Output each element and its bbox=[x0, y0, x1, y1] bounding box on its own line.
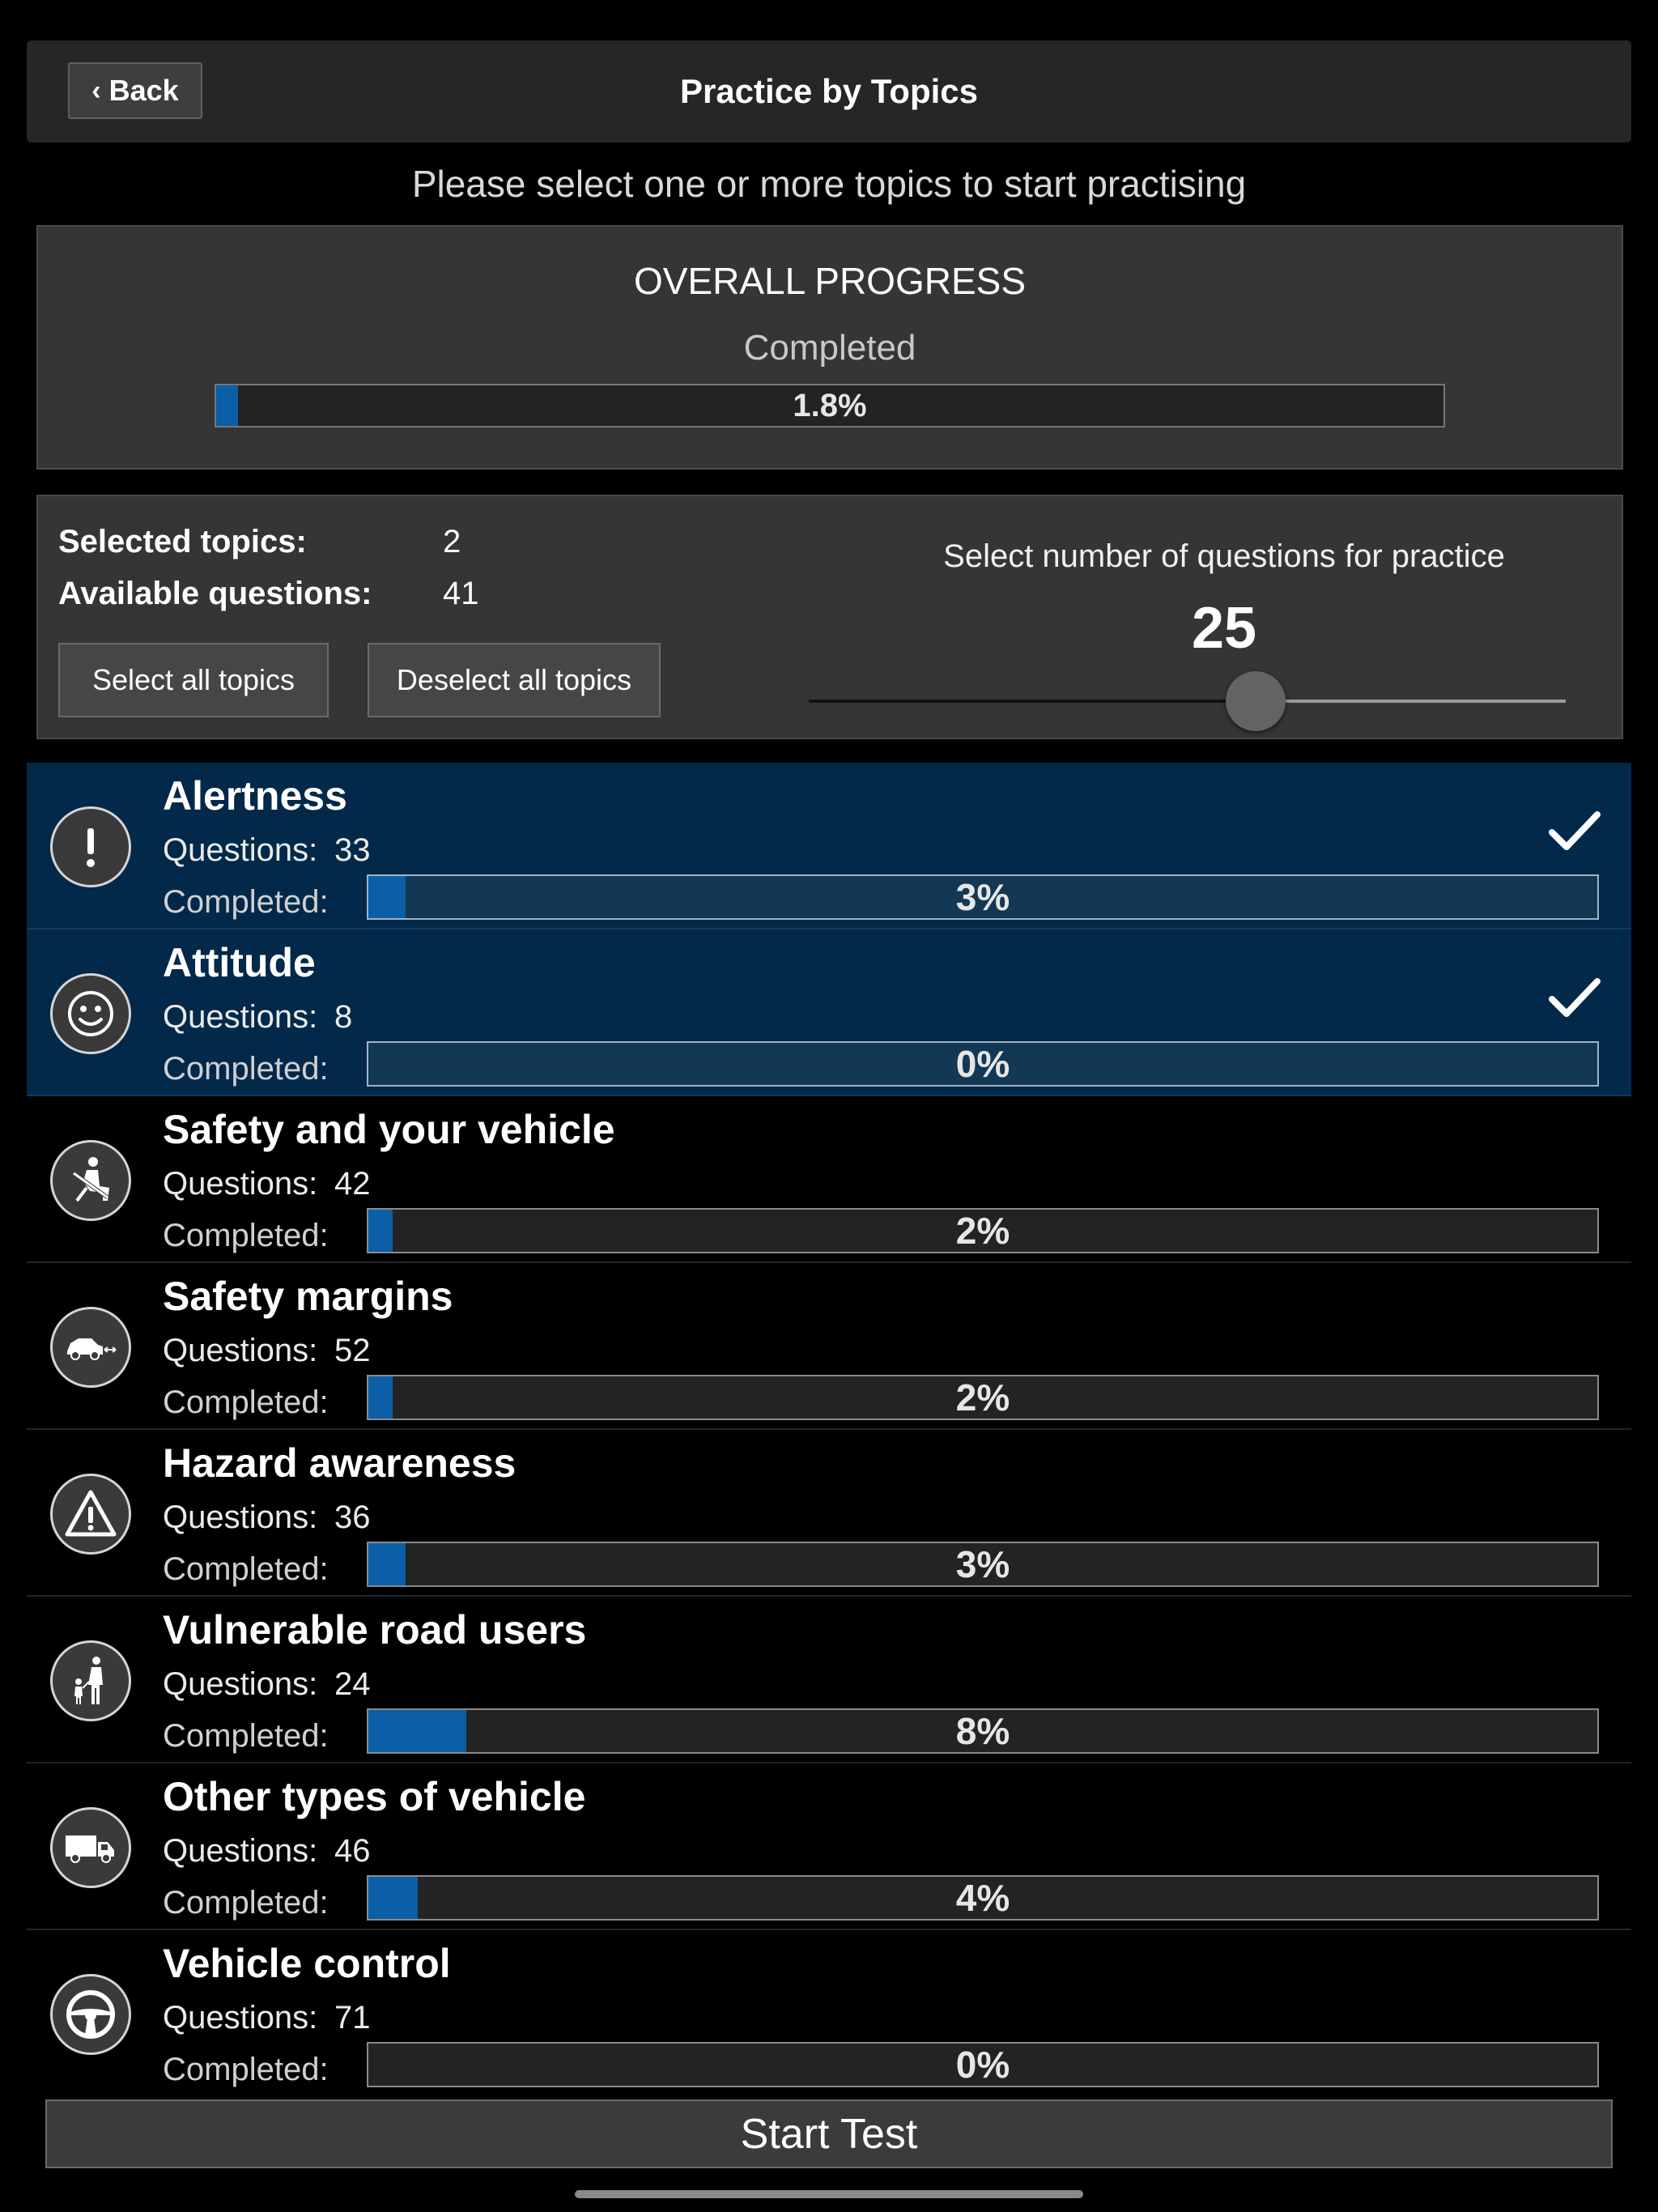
pedestrians-icon bbox=[50, 1640, 131, 1721]
checkmark-icon bbox=[1549, 810, 1601, 852]
topic-progress-bar bbox=[367, 1208, 1599, 1253]
topic-questions-label: Questions: bbox=[163, 1166, 318, 1202]
topic-progress-percent: 4% bbox=[955, 1877, 1010, 1919]
topic-name: Vehicle control bbox=[163, 1941, 451, 1986]
topic-row[interactable] bbox=[27, 1263, 1631, 1430]
start-test-button[interactable]: Start Test bbox=[45, 2099, 1613, 2168]
car-distance-icon bbox=[50, 1307, 131, 1388]
home-indicator bbox=[575, 2190, 1083, 2198]
topic-completed-label: Completed: bbox=[163, 1385, 329, 1420]
topic-row[interactable] bbox=[27, 1430, 1631, 1597]
topic-questions-label: Questions: bbox=[163, 1666, 318, 1702]
topic-questions-value: 52 bbox=[334, 1333, 371, 1368]
topic-name: Safety margins bbox=[163, 1274, 453, 1319]
topic-progress-bar bbox=[367, 1708, 1599, 1754]
topic-row[interactable] bbox=[27, 1930, 1631, 2087]
topic-questions-value: 46 bbox=[334, 1833, 371, 1869]
topic-progress-bar bbox=[367, 1375, 1599, 1420]
slider-thumb[interactable] bbox=[1226, 671, 1286, 731]
question-count-value: 25 bbox=[1191, 596, 1257, 661]
selection-controls-panel bbox=[36, 495, 1623, 739]
topic-progress-percent: 2% bbox=[955, 1376, 1010, 1419]
topic-progress-percent: 0% bbox=[955, 1043, 1010, 1085]
topic-progress-bar bbox=[367, 1542, 1599, 1587]
select-all-topics-button[interactable]: Select all topics bbox=[58, 643, 329, 717]
topic-name: Hazard awareness bbox=[163, 1440, 517, 1486]
topic-questions-label: Questions: bbox=[163, 832, 318, 868]
back-button-label: Back bbox=[108, 74, 179, 107]
exclamation-icon bbox=[50, 806, 131, 887]
warning-triangle-icon bbox=[50, 1474, 131, 1555]
topic-questions-value: 33 bbox=[334, 832, 371, 868]
back-button[interactable] bbox=[68, 62, 202, 119]
topic-progress-percent: 3% bbox=[955, 1543, 1010, 1585]
topic-name: Alertness bbox=[163, 773, 347, 819]
topic-questions-value: 24 bbox=[334, 1666, 371, 1702]
topic-completed-label: Completed: bbox=[163, 1218, 329, 1253]
overall-progress-panel bbox=[36, 225, 1623, 470]
topic-questions-label: Questions: bbox=[163, 2000, 318, 2035]
topic-completed-label: Completed: bbox=[163, 1718, 329, 1754]
topic-progress-percent: 8% bbox=[955, 1710, 1010, 1752]
selected-topics-label: Selected topics: bbox=[58, 524, 307, 559]
topic-questions-label: Questions: bbox=[163, 1499, 318, 1535]
overall-progress-bar bbox=[215, 384, 1445, 428]
steering-wheel-icon bbox=[50, 1974, 131, 2055]
topic-row[interactable] bbox=[27, 1096, 1631, 1263]
topic-completed-label: Completed: bbox=[163, 1051, 329, 1087]
topic-questions-value: 8 bbox=[334, 999, 353, 1035]
topic-name: Attitude bbox=[163, 940, 316, 985]
topic-progress-percent: 3% bbox=[955, 876, 1010, 918]
page-title: Practice by Topics bbox=[679, 72, 979, 110]
topic-row[interactable] bbox=[27, 929, 1631, 1096]
overall-progress-percent: 1.8% bbox=[793, 387, 867, 423]
question-count-slider[interactable] bbox=[809, 700, 1566, 703]
topic-questions-value: 42 bbox=[334, 1166, 371, 1202]
instruction-text: Please select one or more topics to start practising bbox=[411, 163, 1247, 205]
overall-progress-title: OVERALL PROGRESS bbox=[633, 260, 1026, 302]
topic-name: Other types of vehicle bbox=[163, 1774, 586, 1819]
slider-filled-track bbox=[809, 700, 1256, 703]
topic-progress-bar bbox=[367, 874, 1599, 920]
topic-questions-label: Questions: bbox=[163, 999, 318, 1035]
question-count-label: Select number of questions for practice bbox=[943, 538, 1505, 574]
topic-list[interactable] bbox=[27, 763, 1631, 2087]
nav-header bbox=[27, 40, 1631, 143]
truck-icon bbox=[50, 1807, 131, 1888]
available-questions-value: 41 bbox=[443, 576, 479, 611]
topic-progress-bar bbox=[367, 1875, 1599, 1921]
topic-name: Safety and your vehicle bbox=[163, 1107, 615, 1152]
topic-completed-label: Completed: bbox=[163, 2052, 329, 2087]
available-questions-label: Available questions: bbox=[58, 576, 372, 611]
topic-name: Vulnerable road users bbox=[163, 1607, 587, 1653]
topic-row[interactable] bbox=[27, 1597, 1631, 1763]
topic-questions-value: 71 bbox=[334, 2000, 371, 2035]
topic-progress-bar bbox=[367, 2042, 1599, 2087]
topic-row[interactable] bbox=[27, 1763, 1631, 1930]
checkmark-icon bbox=[1549, 976, 1601, 1019]
topic-questions-value: 36 bbox=[334, 1499, 371, 1535]
topic-questions-label: Questions: bbox=[163, 1333, 318, 1368]
topic-progress-percent: 0% bbox=[955, 2044, 1010, 2086]
topic-progress-bar bbox=[367, 1041, 1599, 1087]
overall-progress-subtitle: Completed bbox=[743, 328, 916, 368]
topic-completed-label: Completed: bbox=[163, 884, 329, 920]
chevron-left-icon: ‹ bbox=[91, 74, 101, 106]
topic-completed-label: Completed: bbox=[163, 1885, 329, 1921]
selected-topics-value: 2 bbox=[443, 524, 461, 559]
topic-progress-percent: 2% bbox=[955, 1210, 1010, 1252]
smiley-icon bbox=[50, 973, 131, 1054]
topic-row[interactable] bbox=[27, 763, 1631, 929]
seatbelt-icon bbox=[50, 1140, 131, 1221]
deselect-all-topics-button[interactable]: Deselect all topics bbox=[368, 643, 661, 717]
topic-questions-label: Questions: bbox=[163, 1833, 318, 1869]
topic-completed-label: Completed: bbox=[163, 1551, 329, 1587]
